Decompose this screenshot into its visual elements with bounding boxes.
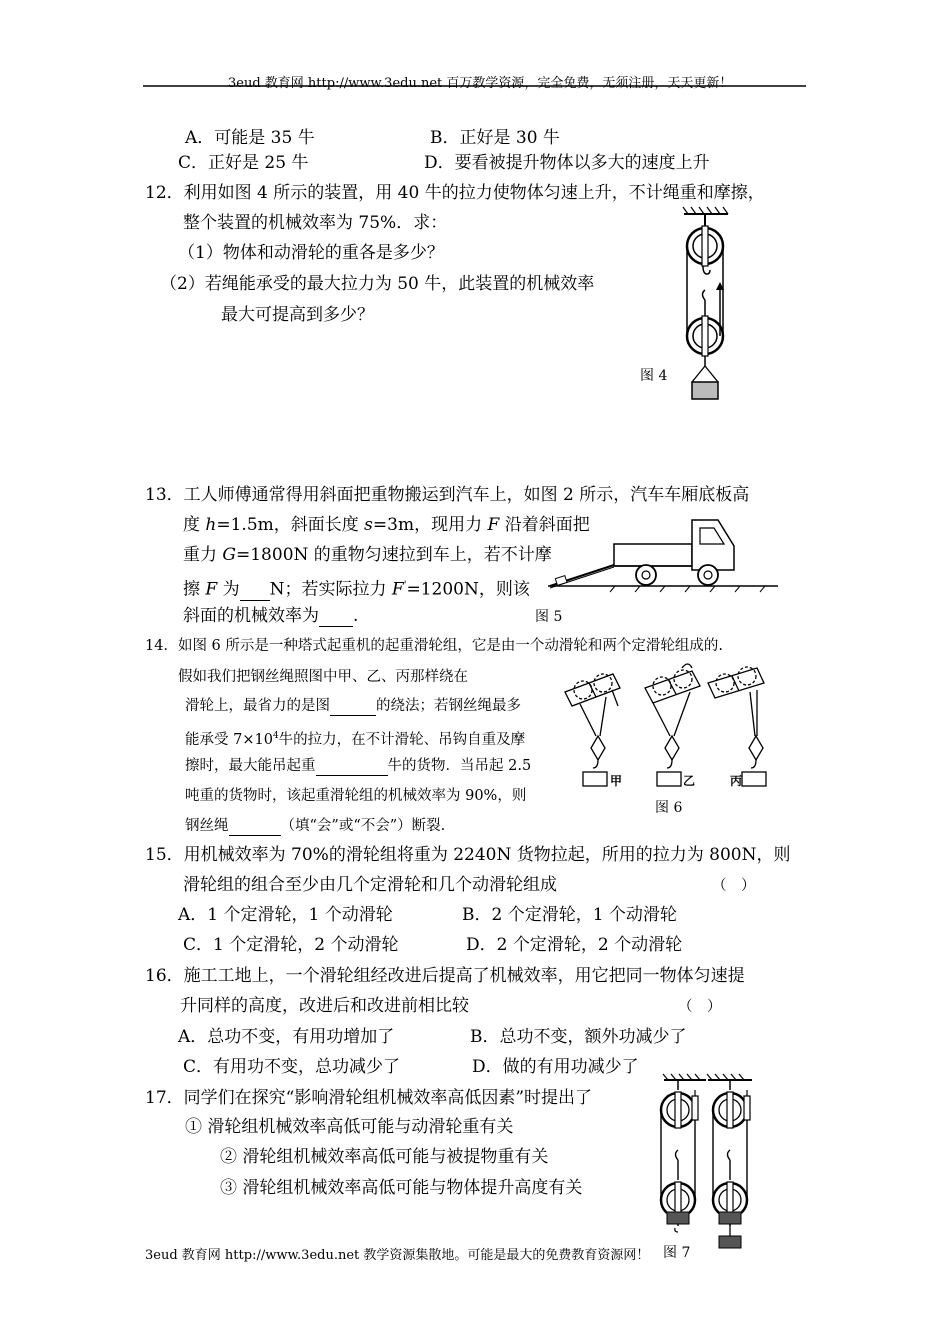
figure-7-caption: 图 7 <box>663 1245 691 1261</box>
q16-option-a: A．总功不变，有用功增加了 <box>178 1027 395 1047</box>
q17-item3: ③ 滑轮组机械效率高低可能与物体提升高度有关 <box>220 1178 583 1198</box>
q11-option-c: C．正好是 25 牛 <box>178 153 309 173</box>
q11-option-a: A．可能是 35 牛 <box>185 128 315 148</box>
q15-line2: 滑轮组的组合至少由几个定滑轮和几个动滑轮组成 <box>183 875 557 895</box>
q17-item2: ② 滑轮组机械效率高低可能与被提物重有关 <box>220 1147 549 1167</box>
q15-option-a: A．1 个定滑轮，1 个动滑轮 <box>178 905 393 925</box>
q16-option-b: B．总功不变，额外功减少了 <box>470 1027 687 1047</box>
q13-line3: 重力 G=1800N 的重物匀速拉到车上，若不计摩 <box>183 545 552 565</box>
q15-option-d: D．2 个定滑轮，2 个动滑轮 <box>466 935 683 955</box>
figure-6-label-yi: 乙 <box>683 774 696 788</box>
q13-line1: 13．工人师傅通常得用斜面把重物搬运到汽车上，如图 2 所示，汽车车厢底板高 <box>145 485 750 505</box>
q14-line4: 能承受 $7\times 10^4$牛的拉力，在不计滑轮、吊钩自重及摩 <box>185 731 526 748</box>
q12-line3: （1）物体和动滑轮的重各是多少？ <box>178 243 444 263</box>
q14-line6: 吨重的货物时，该起重滑轮组的机械效率为 90%，则 <box>185 788 527 804</box>
q14-line1: 14．如图 6 所示是一种塔式起重机的起重滑轮组，它是由一个动滑轮和两个定滑轮组成的. <box>145 638 723 654</box>
q15-line1: 15．用机械效率为 70%的滑轮组将重为 2240N 货物拉起，所用的拉力为 800N，则 <box>145 845 791 865</box>
q11-option-d: D．要看被提升物体以多大的速度上升 <box>424 153 710 173</box>
q12-line5: 最大可提高到多少？ <box>221 305 374 325</box>
q13-line4: 擦 F 为 N；若实际拉力 F'=1200N，则该 <box>183 579 530 600</box>
q16-line2: 升同样的高度，改进后和改进前相比较 <box>180 996 469 1016</box>
figure-5-caption: 图 5 <box>535 609 563 625</box>
figure-6-caption: 图 6 <box>655 800 683 816</box>
q14-line7: 钢丝绳 （填“会”或“不会”）断裂. <box>185 818 446 834</box>
q14-line3: 滑轮上，最省力的是图 的绕法；若钢丝绳最多 <box>185 698 521 714</box>
figure-4-caption: 图 4 <box>640 368 668 384</box>
q16-answer-paren: （ ） <box>678 999 722 1015</box>
q11-option-b: B．正好是 30 牛 <box>430 128 560 148</box>
q16-option-d: D．做的有用功减少了 <box>472 1057 639 1077</box>
q15-answer-paren: （ ） <box>712 878 756 894</box>
q12-line1: 12．利用如图 4 所示的装置，用 40 牛的拉力使物体匀速上升，不计绳重和摩擦， <box>145 183 765 203</box>
q17-line1: 17．同学们在探究“影响滑轮组机械效率高低因素”时提出了 <box>145 1088 593 1108</box>
q13-line2: 度 h=1.5m，斜面长度 s=3m，现用力 F 沿着斜面把 <box>183 515 590 535</box>
q12-line2: 整个装置的机械效率为 75%．求： <box>183 213 448 233</box>
q15-option-c: C．1 个定滑轮，2 个动滑轮 <box>183 935 399 955</box>
figure-6-label-bing: 丙 <box>730 774 743 788</box>
q14-line5: 擦时，最大能吊起重 牛的货物．当吊起 2.5 <box>185 758 532 774</box>
q17-item1: ① 滑轮组机械效率高低可能与动滑轮重有关 <box>185 1117 514 1137</box>
figure-6-label-jia: 甲 <box>610 774 623 788</box>
q15-option-b: B．2 个定滑轮，1 个动滑轮 <box>462 905 677 925</box>
q16-line1: 16．施工工地上，一个滑轮组经改进后提高了机械效率，用它把同一物体匀速提 <box>145 966 745 986</box>
q16-option-c: C．有用功不变，总功减少了 <box>183 1057 401 1077</box>
q14-line2: 假如我们把钢丝绳照图中甲、乙、丙那样绕在 <box>178 669 468 685</box>
q12-line4: （2）若绳能承受的最大拉力为 50 牛，此装置的机械效率 <box>160 274 595 294</box>
page-footer: 3eud 教育网 http://www.3edu.net 教学资源集散地。可能是最大的免费教育资源网！ <box>145 1248 650 1263</box>
q13-line5: 斜面的机械效率为 . <box>183 606 359 626</box>
page-header: 3eud 教育网 http://www.3edu.net 百万教学资源，完全免费，无须注册，天天更新！ <box>228 76 733 91</box>
